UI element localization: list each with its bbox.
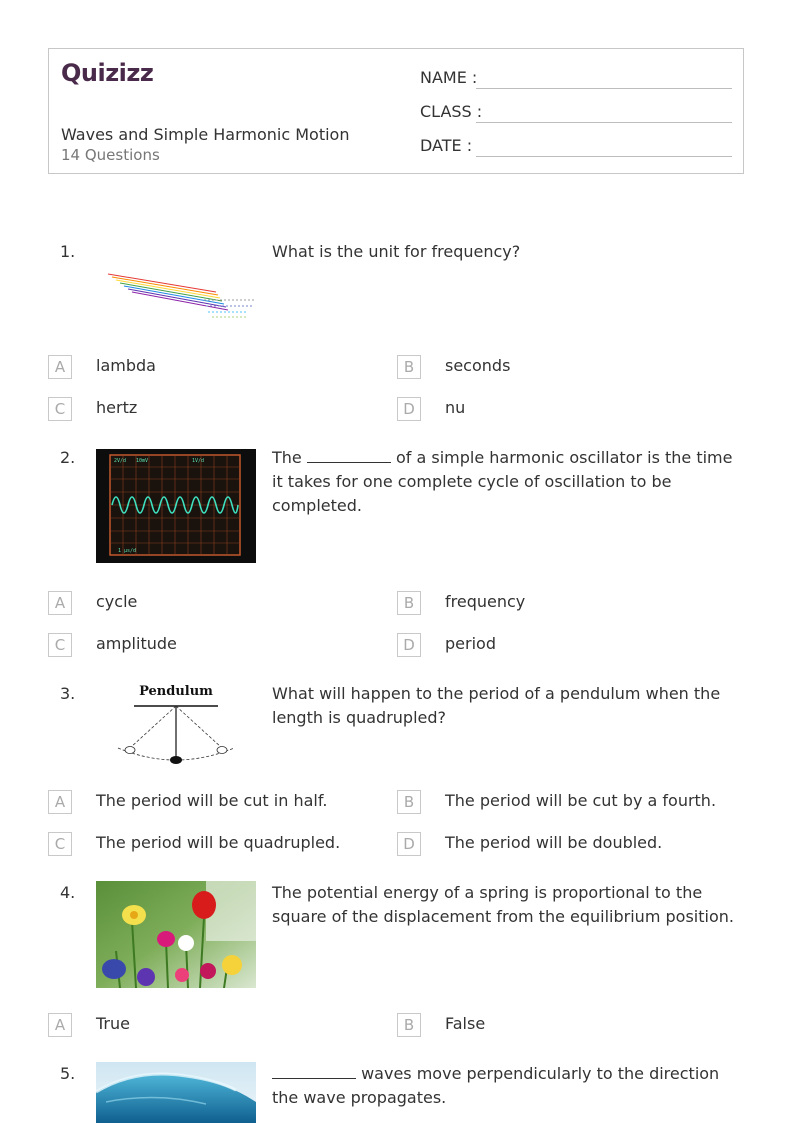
question-4-image (96, 881, 256, 988)
question-1-option-b[interactable] (397, 355, 727, 379)
option-letter: B (397, 591, 421, 615)
question-1-number: 1. (60, 242, 76, 261)
option-letter: A (48, 591, 72, 615)
question-5-image (96, 1062, 256, 1123)
option-letter: B (397, 1013, 421, 1037)
question-4-option-b[interactable] (397, 1013, 727, 1037)
option-letter: A (48, 790, 72, 814)
option-text: seconds (445, 356, 511, 375)
class-label: CLASS : (420, 102, 483, 121)
option-letter: C (48, 832, 72, 856)
date-label: DATE : (420, 136, 473, 155)
name-label: NAME : (420, 68, 478, 87)
question-3-number: 3. (60, 684, 76, 703)
question-2-option-c[interactable] (48, 633, 378, 657)
option-text: The period will be cut by a fourth. (445, 791, 717, 810)
flowers-photo-image (96, 881, 256, 988)
question-2-text (272, 446, 742, 518)
option-text: lambda (96, 356, 156, 375)
question-1-option-c[interactable] (48, 397, 378, 421)
option-letter: C (48, 397, 72, 421)
question-2-image (96, 449, 256, 563)
question-2-option-d[interactable] (397, 633, 727, 657)
pendulum-diagram-image (96, 682, 256, 768)
worksheet-header (48, 48, 744, 174)
option-letter: D (397, 397, 421, 421)
question-1-option-d[interactable] (397, 397, 727, 421)
question-5-text (272, 1062, 742, 1110)
option-letter: B (397, 790, 421, 814)
option-text: amplitude (96, 634, 177, 653)
option-text: The period will be cut in half. (96, 791, 328, 810)
question-2-number: 2. (60, 448, 76, 467)
option-letter: A (48, 1013, 72, 1037)
question-1-option-a[interactable] (48, 355, 378, 379)
question-1-image (96, 240, 256, 332)
question-1-text: What is the unit for frequency? (272, 242, 521, 261)
option-text: frequency (445, 592, 526, 611)
spectrum-lines-image (96, 240, 256, 332)
question-2-option-b[interactable] (397, 591, 727, 615)
option-letter: B (397, 355, 421, 379)
option-letter: C (48, 633, 72, 657)
question-3-option-c[interactable] (48, 832, 378, 856)
class-line[interactable] (476, 122, 732, 123)
option-text: cycle (96, 592, 138, 611)
question-3-option-d[interactable] (397, 832, 727, 856)
option-letter: D (397, 633, 421, 657)
name-field[interactable] (420, 68, 732, 90)
answer-blank (307, 448, 391, 463)
question-3-text: What will happen to the period of a pendulum when the length is quadrupled? (272, 684, 721, 727)
question-2-text-after: of a simple harmonic oscillator is the time it takes for one complete cycle of oscillation to be completed. (272, 448, 733, 515)
oscilloscope-image (96, 449, 256, 563)
question-count: 14 Questions (61, 146, 160, 164)
scope-label-1: 2V/d (114, 458, 127, 464)
date-line[interactable] (476, 156, 732, 157)
question-3-option-b[interactable] (397, 790, 727, 814)
option-text: True (96, 1014, 130, 1033)
option-text: period (445, 634, 496, 653)
question-3-option-a[interactable] (48, 790, 378, 814)
option-text: nu (445, 398, 466, 417)
scope-label-2: 10mV (136, 458, 149, 464)
question-4-text: The potential energy of a spring is proportional to the square of the displacement from the equilibrium position. (272, 883, 734, 926)
class-field[interactable] (420, 102, 732, 124)
ocean-wave-photo-image (96, 1062, 256, 1123)
quizizz-logo: Quizizz (61, 59, 154, 87)
option-text: The period will be doubled. (445, 833, 663, 852)
question-4-option-a[interactable] (48, 1013, 378, 1037)
option-text: hertz (96, 398, 138, 417)
answer-blank (272, 1064, 356, 1079)
scope-label-4: 1V/d (192, 458, 205, 464)
question-5-text-after: waves move perpendicularly to the direction the wave propagates. (272, 1064, 720, 1107)
question-3-image (96, 682, 256, 768)
name-line[interactable] (476, 88, 732, 89)
date-field[interactable] (420, 136, 732, 158)
option-letter: A (48, 355, 72, 379)
option-text: The period will be quadrupled. (96, 833, 341, 852)
scope-label-3: 1 μs/d (118, 548, 137, 554)
option-text: False (445, 1014, 486, 1033)
worksheet-title: Waves and Simple Harmonic Motion (61, 125, 350, 144)
pendulum-title: Pendulum (139, 684, 213, 699)
option-letter: D (397, 832, 421, 856)
question-4-number: 4. (60, 883, 76, 902)
question-5-number: 5. (60, 1064, 76, 1083)
question-2-text-before: The (272, 448, 302, 467)
question-2-option-a[interactable] (48, 591, 378, 615)
